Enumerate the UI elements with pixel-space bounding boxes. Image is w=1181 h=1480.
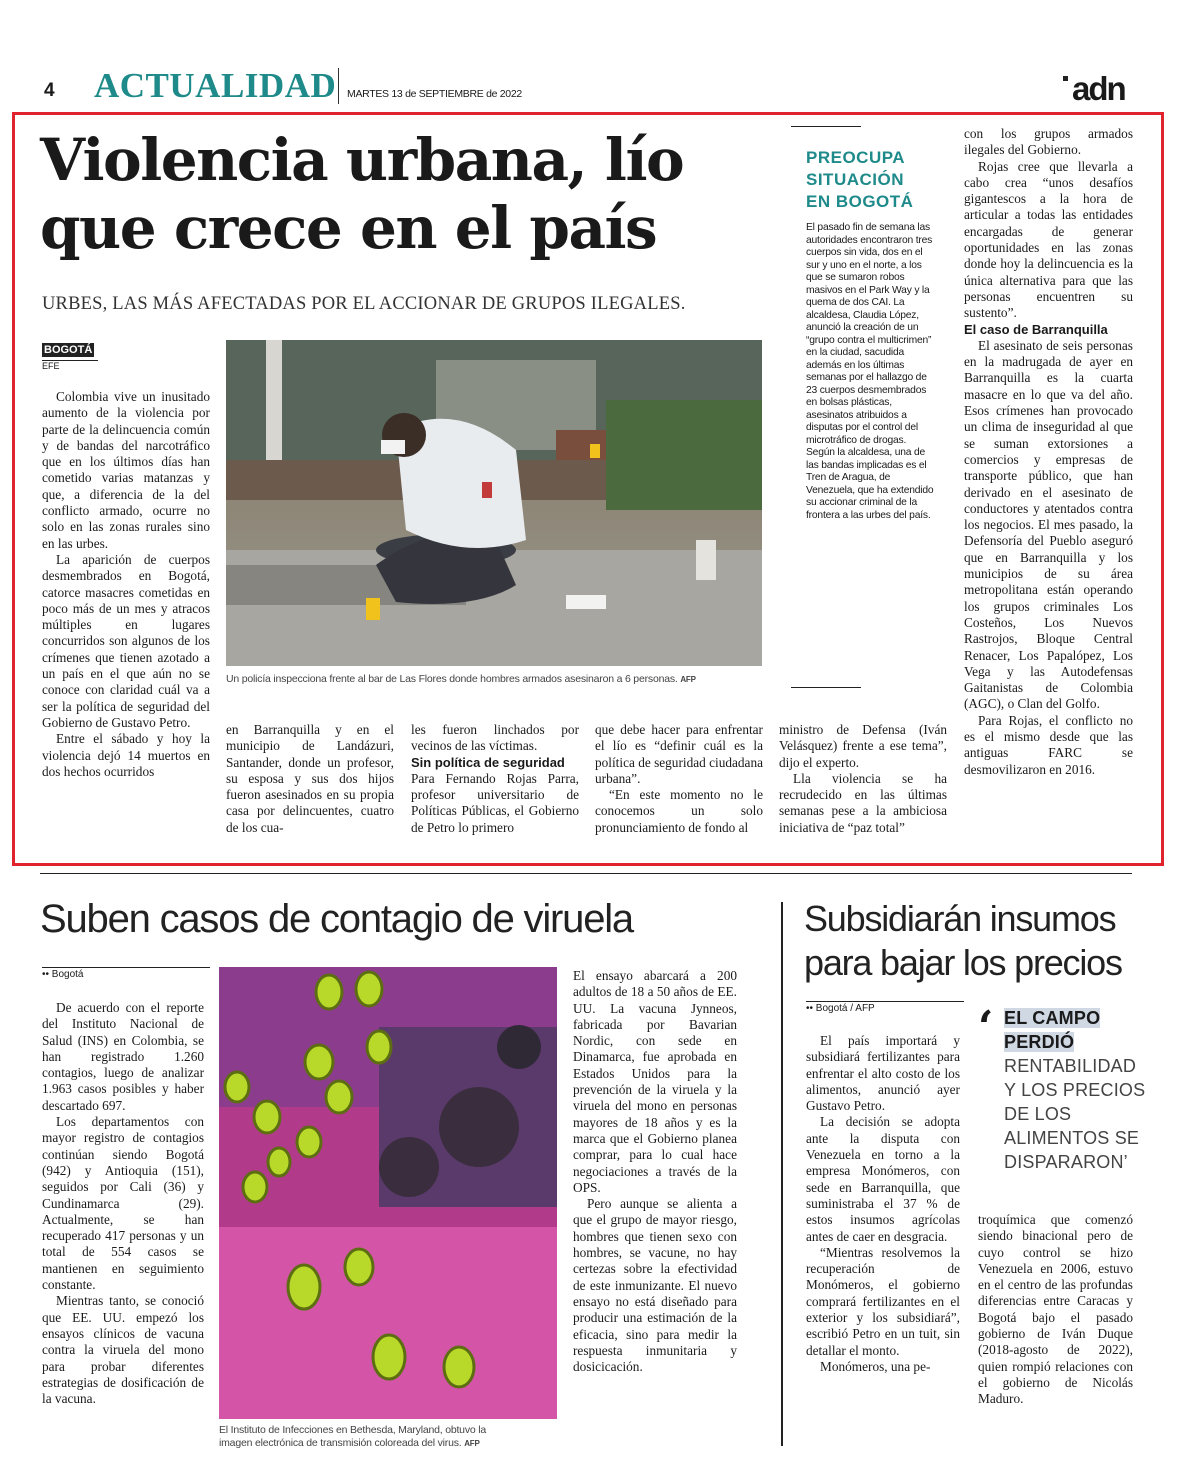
- lead-photo: [226, 340, 762, 666]
- headline-line-2: que crece en el país: [40, 194, 657, 262]
- subsidios-dateline: •• Bogotá / AFP: [806, 1001, 964, 1014]
- subhead-politica: Sin política de seguridad: [411, 754, 565, 770]
- agency-tag: EFE: [42, 360, 98, 371]
- viruela-dateline: •• Bogotá: [42, 967, 210, 980]
- viruela-headline: Suben casos de contagio de viruela: [40, 897, 633, 941]
- virus-micrograph-image: [219, 967, 557, 1419]
- bullet-icon: ••: [806, 1003, 814, 1014]
- lead-headline: [40, 126, 760, 262]
- sidebar-top-rule: [791, 126, 861, 127]
- lead-dateline: [42, 340, 98, 371]
- viruela-photo: [219, 967, 557, 1419]
- section-label: ACTUALIDAD: [94, 66, 337, 105]
- quote-mark-icon: ‘: [978, 1002, 994, 1053]
- lead-column-1: Colombia vive un inusitado aumento de la violencia por parte de la delincuencia común y de bandas del narcotráfico que en los últimos días han cometido varias matanzas y que, a diferencia de la del conflicto armado, ocurre no solo en las zonas rurales sino en las urbes. La aparición de cuerpos desmembrados en Bogotá, catorce masacres cometidas en poco más de un mes y atracos múltiples en lugares concurridos son algunos de los crímenes que tienen azotado a un país en el que aún no se conoce con claridad cuál va a ser la política de seguridad del Gobierno de Gustavo Petro. Entre el sábado y hoy la violencia dejó 14 muertos en dos hechos ocurridos: [42, 389, 210, 779]
- issue-date: MARTES 13 de SEPTIEMBRE de 2022: [347, 88, 522, 100]
- logo-mark-icon: [1063, 76, 1068, 81]
- headline-line-1: Violencia urbana, lío: [40, 126, 684, 194]
- header-divider: [338, 68, 339, 104]
- subhead-barranquilla: El caso de Barranquilla: [964, 321, 1108, 337]
- brand-logo: adn: [1063, 70, 1125, 108]
- lead-column-5: ministro de Defensa (Iván Velásquez) frente a ese tema”, dijo el experto. Lla violencia se ha recrudecido en las últimas semanas pese a la ambiciosa iniciativa de “paz total”: [779, 722, 947, 835]
- page-number: 4: [44, 80, 55, 101]
- subsidios-column-2: troquímica que comenzó siendo binacional pero de cuyo control se hizo Venezuela en 2006, estuvo en el centro de las profundas diferencias entre Caracas y Bogotá bajo el pasado gobierno de Iván Duque (2018-agosto de 2022), quien rompió relaciones con el gobierno de Nicolás Maduro.: [978, 1212, 1133, 1407]
- subsidios-headline: Subsidiarán insumos para bajar los precios: [804, 898, 1122, 983]
- subsidios-column-1: El país importará y subsidiará fertilizantes para enfrentar el alto costo de los alimentos, anunció ayer Gustavo Petro. La decisión se adopta ante la disputa con Venezuela en torno a la empresa Monómeros, con sede en Barranquilla, que suministraba el 37 % de estos insumos agrícolas antes de caer en desgracia. “Mientras resolvemos la recuperación de Monómeros, el gobierno comprará fertilizantes en el exterior y los subsidiará”, escribió Petro en un tuit, sin detallar el monto. Monómeros, una pe-: [806, 1033, 960, 1374]
- lead-subtitle: URBES, LAS MÁS AFECTADAS POR EL ACCIONAR DE GRUPOS ILEGALES.: [42, 294, 686, 314]
- lead-column-6: con los grupos armados ilegales del Gobierno. Rojas cree que llevarla a cabo crea “unos desafíos gigantescos a la hora de articular a todas las entidades encargadas de generar oportunidades en las zonas donde hoy la delincuencia es la única alternativa para que las personas encuentren su sustento”. El caso de Barranquilla El asesinato de seis personas en la madrugada de ayer en Barranquilla es la cuarta masacre en lo que va del año. Esos crímenes han provocado un clima de inseguridad al que se suman extorsiones a comercios y empresas de transporte público, que han derivado en el asesinato de conductores y atentados contra los negocios. El mes pasado, la Defensoría del Pueblo aseguró que en Barranquilla y los municipios de su área metropolitana están operando los grupos criminales Los Costeños, Los Nuevos Rastrojos, Bloque Central Renacer, Los Papalópez, Los Vega y las Autodefensas Gaitanistas de Colombia (AGC), o Clan del Golfo. Para Rojas, el conflicto no es el mismo desde que las antiguas FARC se desmovilizaron en 2016.: [964, 126, 1133, 777]
- lead-column-3: les fueron linchados por vecinos de las víctimas. Sin política de seguridad Para Fernando Rojas Parra, profesor universitario de Políticas Públicas, el Gobierno de Petro lo primero: [411, 722, 579, 835]
- viruela-photo-caption: El Instituto de Infecciones en Bethesda, Maryland, obtuvo la imagen electrónica de transmisión coloreada del virus. AFP: [219, 1424, 487, 1449]
- bullet-icon: ••: [42, 969, 50, 980]
- forensic-scene-image: [226, 340, 762, 666]
- lead-column-4: que debe hacer para enfrentar el lío es “definir cuál es la política de seguridad ciudadana urbana”. “En este momento no le conocemos un solo pronunciamiento de fondo al: [595, 722, 763, 835]
- sidebar-bottom-rule: [791, 687, 861, 688]
- sidebar-title: PREOCUPA SITUACIÓN EN BOGOTÁ: [806, 148, 914, 211]
- column-divider: [781, 902, 783, 1446]
- sidebar-body: El pasado fin de semana las autoridades encontraron tres cuerpos sin vida, dos en el sur y uno en el norte, a los que se sumaron robos masivos en el Park Way y la quema de dos CAI. La alcaldesa, Claudia López, anunció la creación de un “grupo contra el multicrimen” en la ciudad, sacudida además en los últimas semanas por el hallazgo de 23 cuerpos desmembrados en bolsas plásticas, asesinatos atribuidos a disputas por el control del microtráfico de drogas. Según la alcaldesa, una de las bandas implicadas es el Tren de Aragua, de Venezuela, que ha extendido su accionar criminal de la frontera a las urbes del país.: [806, 222, 934, 521]
- location-tag: BOGOTÁ: [44, 344, 93, 356]
- viruela-column-1: De acuerdo con el reporte del Instituto Nacional de Salud (INS) en Colombia, se han registrado 1.260 contagios, luego de analizar 1.963 casos posibles y haber descartado 697. Los departamentos con mayor registro de contagios continúan siendo Bogotá (942) y Antioquia (151), seguidos por Cali (36) y Cundinamarca (29). Actualmente, se han recuperado 417 personas y un total de 554 casos se mantienen en seguimiento constante. Mientras tanto, se conoció que EE. UU. empezó los ensayos clínicos de vacuna contra la viruela del mono para probar diferentes estrategias de dosificación de la vacuna.: [42, 1000, 204, 1407]
- lead-column-2: en Barranquilla y en el municipio de Landázuri, Santander, donde un profesor, su esposa y sus dos hijos fueron asesinados en su propia casa por delincuentes, cuatro de los cua-: [226, 722, 394, 835]
- section-separator: [40, 873, 1132, 874]
- viruela-column-3: El ensayo abarcará a 200 adultos de 18 a 50 años de EE. UU. La vacuna Jynneos, fabricada por Bavarian Nordic, con sede en Dinamarca, fue aprobada en Estados Unidos para la prevención de la viruela y la viruela del mono en personas mayores de 18 años y es la marca que el Gobierno planea comprar, para lo cual hace negociaciones a través de la OPS. Pero aunque se alienta a que el grupo de mayor riesgo, hombres que tienen sexo con hombres, se vacune, no hay certezas sobre la efectividad de este inmunizante. El nuevo ensayo no está diseñado para producir una estimación de la eficacia, sino para medir la respuesta inmunitaria y dosicicación.: [573, 968, 737, 1375]
- lead-photo-caption: Un policía inspecciona frente al bar de Las Flores donde hombres armados asesinaron a 6 personas. AFP: [226, 673, 696, 685]
- pull-quote: ‘ EL CAMPO PERDIÓ RENTABILIDAD Y LOS PRECIOS DE LOS ALIMENTOS SE DISPARARON’: [978, 1002, 1146, 1172]
